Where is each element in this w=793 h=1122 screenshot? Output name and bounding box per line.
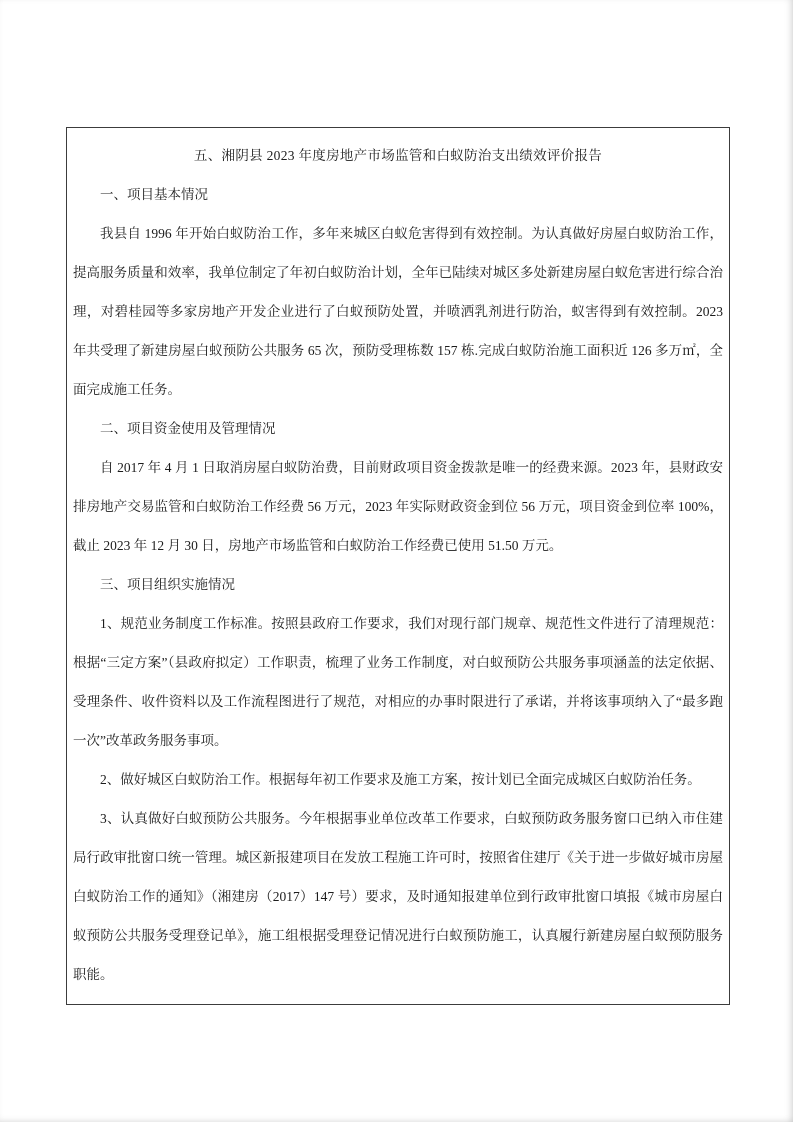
section-heading-2: 二、项目资金使用及管理情况 [100, 421, 276, 436]
doc-title: 五、湘阴县 2023 年度房地产市场监管和白蚁防治支出绩效评价报告 [193, 148, 603, 163]
body-paragraph-3: 1、规范业务制度工作标准。按照县政府工作要求，我们对现行部门规章、规范性文件进行了清理规范：根据“三定方案”（县政府拟定）工作职责，梳理了业务工作制度，对白蚁预防公共服务事项涵盖的法定依据、受理条件、收件资料以及工作流程图进行了规范，对相应的办事时限进行了承诺，并将该事项纳入了“最多跑一次”改革政务服务事项。 [73, 616, 723, 748]
section-heading-3: 三、项目组织实施情况 [100, 577, 235, 592]
body-paragraph-1: 我县自 1996 年开始白蚁防治工作，多年来城区白蚁危害得到有效控制。为认真做好房屋白蚁防治工作，提高服务质量和效率，我单位制定了年初白蚁防治计划，全年已陆续对城区多处新建房屋白蚁危害进行综合治理，对碧桂园等多家房地产开发企业进行了白蚁预防处置，并喷洒乳剂进行防治，蚁害得到有效控制。2023 年共受理了新建房屋白蚁预防公共服务 65 次，预防受理栋数 157 栋.完成白蚁防治施工面积近 126 多万㎡，全面完成施工任务。 [73, 226, 723, 397]
report-border-frame [66, 127, 730, 1005]
section-heading-1: 一、项目基本情况 [100, 187, 208, 202]
body-paragraph-4: 2、做好城区白蚁防治工作。根据每年初工作要求及施工方案，按计划已全面完成城区白蚁防治任务。 [100, 772, 701, 787]
body-paragraph-2: 自 2017 年 4 月 1 日取消房屋白蚁防治费，目前财政项目资金拨款是唯一的经费来源。2023 年，县财政安排房地产交易监管和白蚁防治工作经费 56 万元，2023 年实际财政资金到位 56 万元，项目资金到位率 100%，截止 2023 年 12 月 30 日，房地产市场监管和白蚁防治工作经费已使用 51.50 万元。 [73, 460, 723, 553]
body-paragraph-5: 3、认真做好白蚁预防公共服务。今年根据事业单位改革工作要求，白蚁预防政务服务窗口已纳入市住建局行政审批窗口统一管理。城区新报建项目在发放工程施工许可时，按照省住建厅《关于进一步做好城市房屋白蚁防治工作的通知》（湘建房（2017）147 号）要求，及时通知报建单位到行政审批窗口填报《城市房屋白蚁预防公共服务受理登记单》，施工组根据受理登记情况进行白蚁预防施工，认真履行新建房屋白蚁预防服务职能。 [73, 811, 723, 982]
